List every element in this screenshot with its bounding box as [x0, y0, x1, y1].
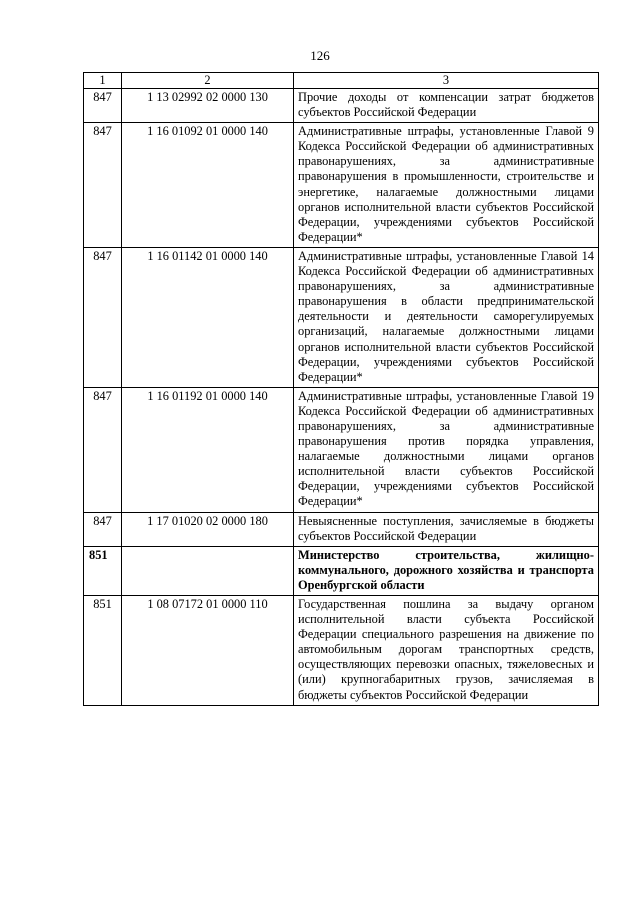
admin-code-cell: 847	[84, 512, 122, 546]
table-row	[84, 387, 599, 512]
income-name-cell: Государственная пошлина за выдачу органом исполнительной власти субъекта Российской Федерации специального разрешения на движение по автомобильным дорогам транспортных средств, осуществляющих перевозки опасных, тяжеловесных и (или) крупногабаритных грузов, зачисляемая в бюджеты субъектов Российской Федерации	[294, 596, 599, 706]
table-row	[84, 596, 599, 706]
table-row	[84, 512, 599, 546]
income-code-cell: 1 13 02992 02 0000 130	[122, 89, 294, 123]
page-number: 126	[310, 48, 330, 63]
income-code-cell: 1 16 01192 01 0000 140	[122, 387, 294, 512]
ministry-header-row	[84, 546, 599, 595]
header-col-1: 1	[84, 73, 122, 89]
admin-code-cell: 851	[84, 546, 122, 595]
header-col-3: 3	[294, 73, 599, 89]
income-code-cell: 1 16 01092 01 0000 140	[122, 123, 294, 248]
income-code-cell: 1 17 01020 02 0000 180	[122, 512, 294, 546]
header-col-2: 2	[122, 73, 294, 89]
admin-code-cell: 847	[84, 123, 122, 248]
income-name-cell: Невыясненные поступления, зачисляемые в бюджеты субъектов Российской Федерации	[294, 512, 599, 546]
admin-code-cell: 847	[84, 89, 122, 123]
income-code-cell	[122, 546, 294, 595]
table-row	[84, 89, 599, 123]
table-header-row	[84, 73, 599, 89]
admin-code-cell: 847	[84, 387, 122, 512]
budget-classification-table	[83, 72, 599, 706]
table-row	[84, 123, 599, 248]
admin-code-cell: 847	[84, 247, 122, 387]
income-name-cell: Административные штрафы, установленные Главой 9 Кодекса Российской Федерации об административных правонарушениях, за административные правонарушения в промышленности, строительстве и энергетике, налагаемые должностными лицами органов исполнительной власти субъектов Российской Федерации, учреждениями субъектов Российской Федерации*	[294, 123, 599, 248]
income-name-cell: Административные штрафы, установленные Главой 19 Кодекса Российской Федерации об административных правонарушениях, за административные правонарушения против порядка управления, налагаемые должностными лицами органов исполнительной власти субъектов Российской Федерации, учреждениями субъектов Российской Федерации*	[294, 387, 599, 512]
admin-code-cell: 851	[84, 596, 122, 706]
income-code-cell: 1 08 07172 01 0000 110	[122, 596, 294, 706]
table-row	[84, 247, 599, 387]
income-name-cell: Прочие доходы от компенсации затрат бюджетов субъектов Российской Федерации	[294, 89, 599, 123]
ministry-name-cell: Министерство строительства, жилищно-коммунального, дорожного хозяйства и транспорта Оренбургской области	[294, 546, 599, 595]
income-code-cell: 1 16 01142 01 0000 140	[122, 247, 294, 387]
income-name-cell: Административные штрафы, установленные Главой 14 Кодекса Российской Федерации об административных правонарушениях, за административные правонарушения в области предпринимательской деятельности и деятельности саморегулируемых организаций, налагаемые должностными лицами органов исполнительной власти субъектов Российской Федерации, учреждениями субъектов Российской Федерации*	[294, 247, 599, 387]
